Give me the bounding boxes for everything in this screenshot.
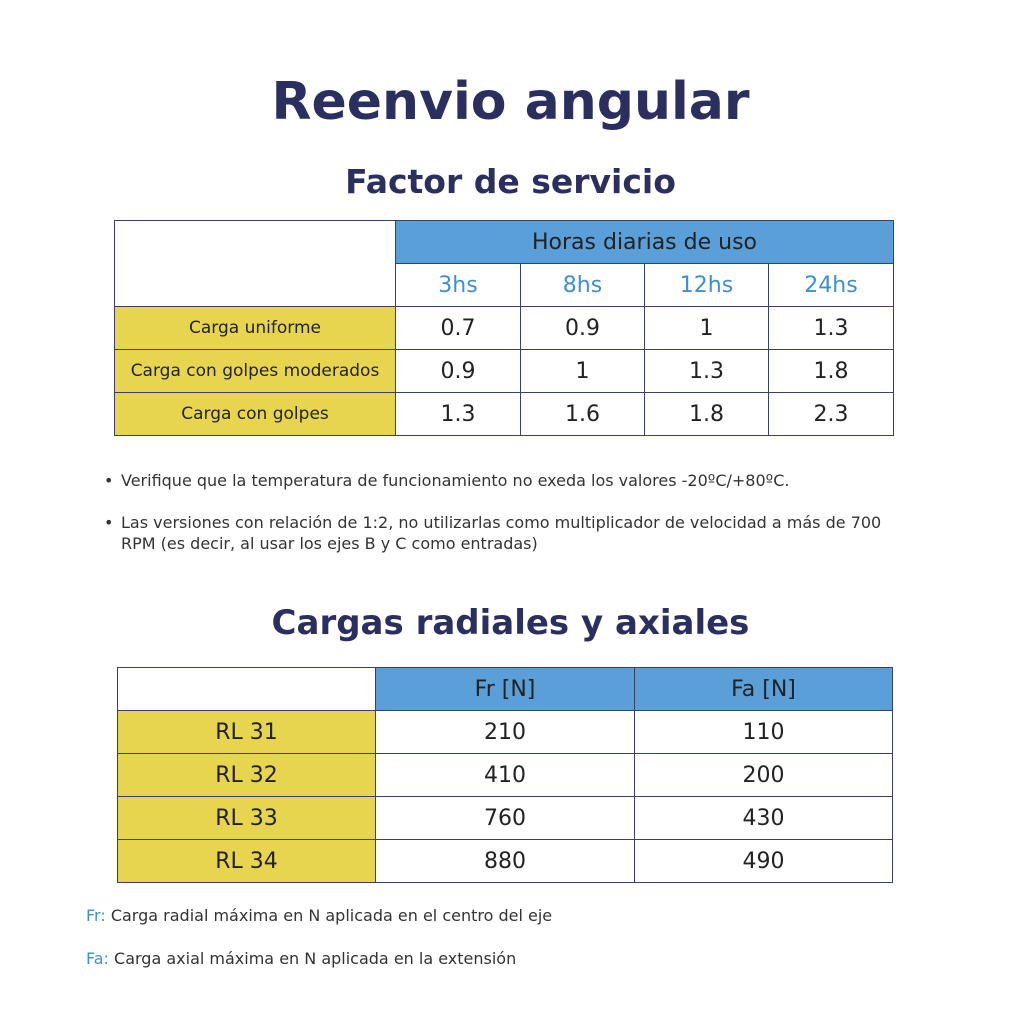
cell: 210 [376,711,635,754]
loads-title: Cargas radiales y axiales [271,603,750,643]
cell: 430 [635,797,893,840]
cell: 1.8 [645,393,769,436]
legend-key: Fa: [86,949,109,968]
bullet-icon: • [104,471,114,490]
cell: 1 [645,307,769,350]
row-label: RL 34 [118,840,376,883]
row-label: Carga con golpes [115,393,396,436]
legend-text: Carga radial máxima en N aplicada en el centro del eje [110,906,553,925]
row-label: RL 32 [118,754,376,797]
cell: 0.7 [396,307,521,350]
table-row [118,754,893,797]
cell: 1.8 [769,350,894,393]
column-header: 24hs [769,264,894,307]
page-title: Reenvio angular [271,72,750,132]
cell: 1.3 [396,393,521,436]
row-label: RL 33 [118,797,376,840]
cell: 110 [635,711,893,754]
table-row [118,797,893,840]
note-item [104,470,904,491]
table-row [115,307,894,350]
bullet-icon: • [104,513,114,532]
cell: 0.9 [396,350,521,393]
row-label: RL 31 [118,711,376,754]
note-text: Las versiones con relación de 1:2, no utilizarlas como multiplicador de velocidad a más de 700 RPM (es decir, al usar los ejes B y C como entradas) [121,513,882,553]
cell: 1.3 [645,350,769,393]
empty-corner [118,668,376,711]
cell: 1.6 [521,393,645,436]
factor-title: Factor de servicio [345,162,676,201]
legend-item [86,906,552,925]
table-row [118,711,893,754]
service-factor-table [114,220,894,436]
column-header: 3hs [396,264,521,307]
legend-item [86,949,516,968]
column-header: Fr [N] [376,668,635,711]
table-row [118,840,893,883]
cell: 200 [635,754,893,797]
note-item [104,512,904,554]
cell: 880 [376,840,635,883]
cell: 410 [376,754,635,797]
row-label: Carga con golpes moderados [115,350,396,393]
column-header: 12hs [645,264,769,307]
cell: 1.3 [769,307,894,350]
loads-table [117,667,893,883]
column-header: 8hs [521,264,645,307]
legend-key: Fr: [86,906,106,925]
table-row [115,350,894,393]
note-text: Verifique que la temperatura de funcionamiento no exeda los valores -20ºC/+80ºC. [121,471,790,490]
group-header: Horas diarias de uso [396,221,894,264]
column-header: Fa [N] [635,668,893,711]
legend-text: Carga axial máxima en N aplicada en la extensión [114,949,517,968]
cell: 760 [376,797,635,840]
cell: 2.3 [769,393,894,436]
table-row [115,393,894,436]
cell: 0.9 [521,307,645,350]
row-label: Carga uniforme [115,307,396,350]
cell: 490 [635,840,893,883]
cell: 1 [521,350,645,393]
empty-corner [115,221,396,307]
